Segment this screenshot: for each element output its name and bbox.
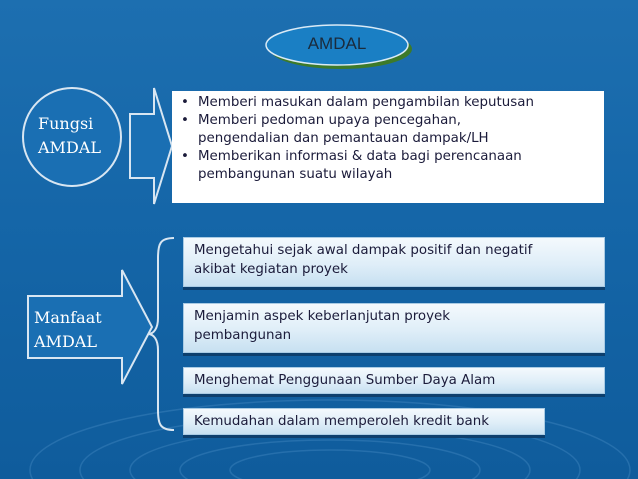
fungsi-box	[172, 91, 604, 203]
title: AMDAL	[307, 34, 367, 53]
benefit-box: Menghemat Penggunaan Sumber Daya Alam	[183, 367, 605, 394]
fungsi-item: • Memberikan informasi & data bagi perencanaan pembangunan suatu wilayah	[181, 149, 522, 182]
fungsi-item: • Memberi pedoman upaya pencegahan, pengendalian dan pemantauan dampak/LH	[181, 113, 489, 146]
benefit-box: Mengetahui sejak awal dampak positif dan negatif akibat kegiatan proyek	[183, 237, 605, 287]
benefit-box-edge	[183, 394, 605, 397]
fungsi-item: • Memberi masukan dalam pengambilan keputusan	[181, 95, 534, 110]
fungsi-arrow	[128, 86, 174, 206]
benefit-box-edge	[183, 435, 545, 438]
manfaat-label: Manfaat AMDAL	[34, 308, 102, 351]
brace	[146, 236, 176, 432]
benefit-box: Menjamin aspek keberlanjutan proyek pembangunan	[183, 303, 605, 353]
benefit-box: Kemudahan dalam memperoleh kredit bank	[183, 408, 545, 435]
benefit-box-edge	[183, 287, 605, 290]
fungsi-label: Fungsi AMDAL	[38, 114, 101, 157]
benefit-box-edge	[183, 353, 605, 356]
